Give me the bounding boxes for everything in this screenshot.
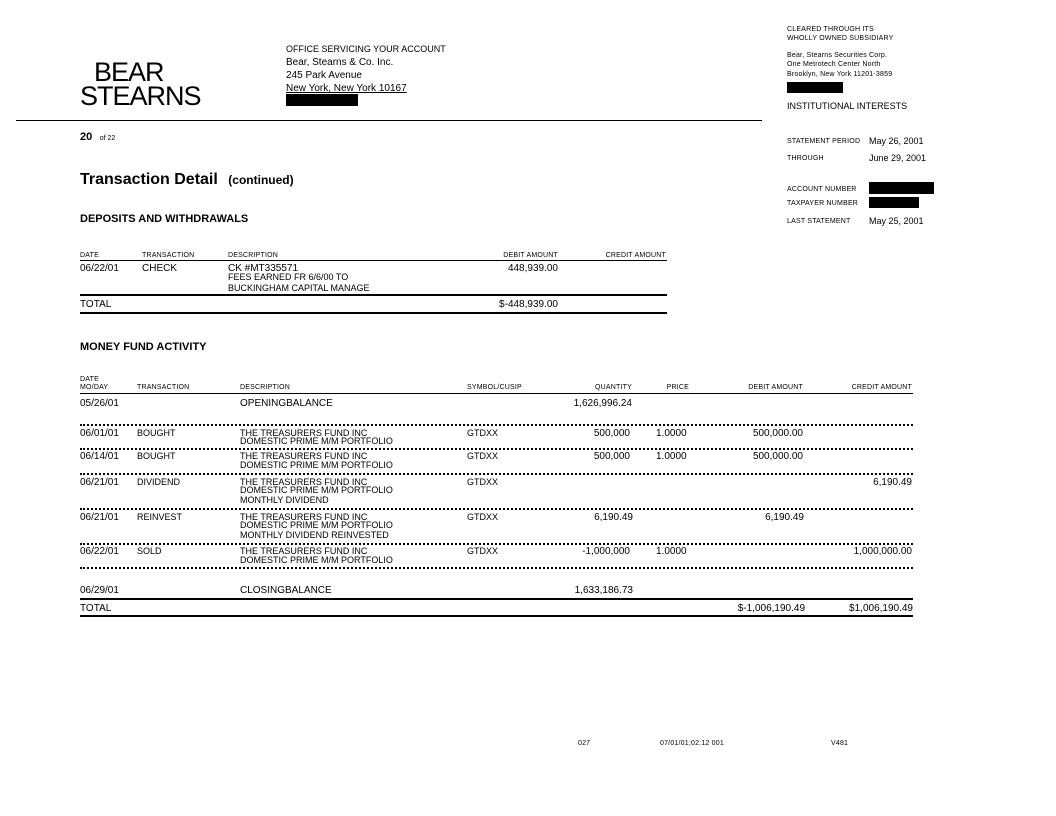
mf-row-date: 06/22/01 xyxy=(80,546,119,557)
opening-date: 05/26/01 xyxy=(80,398,119,409)
dep-row-desc-3: BUCKINGHAM CAPITAL MANAGE xyxy=(228,283,370,293)
mf-row-desc-1: THE TREASURERS FUND INC xyxy=(240,477,368,487)
row-separator xyxy=(80,473,913,475)
mf-row-desc-2: DOMESTIC PRIME M/M PORTFOLIO xyxy=(240,555,393,565)
mf-header-date: DATE xyxy=(80,376,99,383)
mf-header-moday: MO/DAY xyxy=(80,384,109,391)
mf-row-transaction: BOUGHT xyxy=(137,451,176,461)
dep-total-rule-bottom xyxy=(80,312,667,314)
mf-row-quantity: -1,000,000 xyxy=(582,546,630,557)
opening-label: OPENINGBALANCE xyxy=(240,398,333,409)
title-sub: (continued) xyxy=(228,173,294,187)
mf-row-price: 1.0000 xyxy=(656,451,687,462)
mf-row-symbol: GTDXX xyxy=(467,451,499,461)
mf-row-credit: 1,000,000.00 xyxy=(853,546,912,557)
mf-row-desc-2: DOMESTIC PRIME M/M PORTFOLIO xyxy=(240,436,393,446)
deposits-heading: DEPOSITS AND WITHDRAWALS xyxy=(80,213,249,225)
clearing-line-1: CLEARED THROUGH ITS xyxy=(787,26,874,33)
mf-row-symbol: GTDXX xyxy=(467,546,499,556)
mf-header-rule xyxy=(80,393,913,394)
dep-header-rule xyxy=(80,260,667,261)
redacted-block xyxy=(787,82,843,93)
mf-row-desc-3: MONTHLY DIVIDEND REINVESTED xyxy=(240,530,389,540)
dep-total-rule-top xyxy=(80,294,667,296)
title-main: Transaction Detail xyxy=(80,171,218,188)
account-number-label: ACCOUNT NUMBER xyxy=(787,186,857,193)
dep-header-description: DESCRIPTION xyxy=(228,252,279,259)
closing-date: 06/29/01 xyxy=(80,585,119,596)
row-separator xyxy=(80,424,913,426)
mf-row-debit: 500,000.00 xyxy=(752,428,803,439)
mf-total-credit: $1,006,190.49 xyxy=(849,603,913,614)
logo-line-2: STEARNS xyxy=(80,81,201,111)
closing-label: CLOSINGBALANCE xyxy=(240,585,332,596)
mf-row-price: 1.0000 xyxy=(656,428,687,439)
mf-row-quantity: 500,000 xyxy=(593,428,630,439)
mf-total-rule-bottom xyxy=(80,615,913,617)
office-heading: OFFICE SERVICING YOUR ACCOUNT xyxy=(286,44,446,54)
clearing-street: One Metrotech Center North xyxy=(787,61,881,68)
dep-total-label: TOTAL xyxy=(80,299,112,310)
through-value: June 29, 2001 xyxy=(869,153,927,163)
last-statement-label: LAST STATEMENT xyxy=(787,218,851,225)
mf-row-debit: 500,000.00 xyxy=(752,451,803,462)
mf-row-transaction: DIVIDEND xyxy=(137,477,181,487)
mf-header-credit: CREDIT AMOUNT xyxy=(851,384,912,391)
mf-row-desc-1: THE TREASURERS FUND INC xyxy=(240,451,368,461)
mf-row-desc-3: MONTHLY DIVIDEND xyxy=(240,495,329,505)
mf-row-transaction: BOUGHT xyxy=(137,428,176,438)
mf-row-date: 06/01/01 xyxy=(80,428,119,439)
dep-row-desc-1: CK #MT335571 xyxy=(228,263,299,274)
office-street: 245 Park Avenue xyxy=(286,70,362,81)
last-statement-value: May 25, 2001 xyxy=(869,216,924,226)
mf-row-date: 06/21/01 xyxy=(80,477,119,488)
footer-code-2: 07/01/01;02:12 001 xyxy=(660,740,724,747)
period-value: May 26, 2001 xyxy=(869,136,924,146)
mf-header-debit: DEBIT AMOUNT xyxy=(748,384,803,391)
mf-header-quantity: QUANTITY xyxy=(595,384,632,391)
redacted-taxpayer-number xyxy=(869,197,919,208)
mf-row-symbol: GTDXX xyxy=(467,428,499,438)
mf-total-label: TOTAL xyxy=(80,603,112,614)
footer-code-3: V481 xyxy=(831,740,849,747)
mf-row-quantity: 6,190.49 xyxy=(594,512,633,523)
dep-header-date: DATE xyxy=(80,252,99,259)
mf-row-desc-1: THE TREASURERS FUND INC xyxy=(240,428,368,438)
office-city: New York, New York 10167 xyxy=(286,83,407,94)
mf-row-quantity: 500,000 xyxy=(593,451,630,462)
through-label: THROUGH xyxy=(787,155,824,162)
account-type: INSTITUTIONAL INTERESTS xyxy=(787,101,908,111)
page-number: 20 xyxy=(80,131,93,143)
dep-row-desc-2: FEES EARNED FR 6/6/00 TO xyxy=(228,272,349,282)
mf-row-symbol: GTDXX xyxy=(467,477,499,487)
mf-row-debit: 6,190.49 xyxy=(765,512,804,523)
mf-row-desc-1: THE TREASURERS FUND INC xyxy=(240,512,368,522)
mf-header-price: PRICE xyxy=(666,384,689,391)
dep-row-debit: 448,939.00 xyxy=(507,263,558,274)
money-fund-heading: MONEY FUND ACTIVITY xyxy=(80,341,207,353)
mf-total-debit: $-1,006,190.49 xyxy=(737,603,805,614)
logo-line-1: BEAR xyxy=(94,57,164,87)
mf-row-desc-2: DOMESTIC PRIME M/M PORTFOLIO xyxy=(240,520,393,530)
footer-code-1: 027 xyxy=(578,740,591,747)
dep-header-credit: CREDIT AMOUNT xyxy=(605,252,666,259)
dep-header-transaction: TRANSACTION xyxy=(142,252,195,259)
clearing-line-2: WHOLLY OWNED SUBSIDIARY xyxy=(787,35,894,42)
row-separator xyxy=(80,543,913,545)
office-name: Bear, Stearns & Co. Inc. xyxy=(286,57,394,68)
closing-quantity: 1,633,186.73 xyxy=(574,585,633,596)
bear-stearns-logo xyxy=(80,57,201,111)
dep-row-date: 06/22/01 xyxy=(80,263,119,274)
mf-row-desc-2: DOMESTIC PRIME M/M PORTFOLIO xyxy=(240,460,393,470)
page-total: of 22 xyxy=(99,135,116,142)
redacted-block xyxy=(286,94,358,106)
dep-total-debit: $-448,939.00 xyxy=(499,299,558,310)
mf-row-desc-1: THE TREASURERS FUND INC xyxy=(240,546,368,556)
mf-row-date: 06/14/01 xyxy=(80,451,119,462)
mf-header-description: DESCRIPTION xyxy=(240,384,291,391)
row-separator xyxy=(80,508,913,510)
page-title xyxy=(80,171,294,189)
mf-row-credit: 6,190.49 xyxy=(873,477,912,488)
clearing-name: Bear, Stearns Securities Corp. xyxy=(787,52,888,59)
taxpayer-number-label: TAXPAYER NUMBER xyxy=(787,200,859,207)
row-separator xyxy=(80,448,913,450)
mf-row-price: 1.0000 xyxy=(656,546,687,557)
clearing-city: Brooklyn, New York 11201-3859 xyxy=(787,71,893,78)
mf-header-transaction: TRANSACTION xyxy=(137,384,190,391)
opening-quantity: 1,626,996.24 xyxy=(573,398,632,409)
redacted-account-number xyxy=(869,182,934,194)
dep-row-transaction: CHECK xyxy=(142,263,178,274)
mf-row-transaction: REINVEST xyxy=(137,512,183,522)
mf-row-symbol: GTDXX xyxy=(467,512,499,522)
header-rule xyxy=(16,120,762,121)
mf-total-rule-top xyxy=(80,598,913,600)
page-indicator xyxy=(80,127,115,145)
period-label: STATEMENT PERIOD xyxy=(787,138,861,145)
mf-row-transaction: SOLD xyxy=(137,546,162,556)
dep-header-debit: DEBIT AMOUNT xyxy=(503,252,558,259)
mf-row-desc-2: DOMESTIC PRIME M/M PORTFOLIO xyxy=(240,485,393,495)
row-separator xyxy=(80,567,913,569)
mf-header-symbol: SYMBOL/CUSIP xyxy=(467,384,522,391)
mf-row-date: 06/21/01 xyxy=(80,512,119,523)
